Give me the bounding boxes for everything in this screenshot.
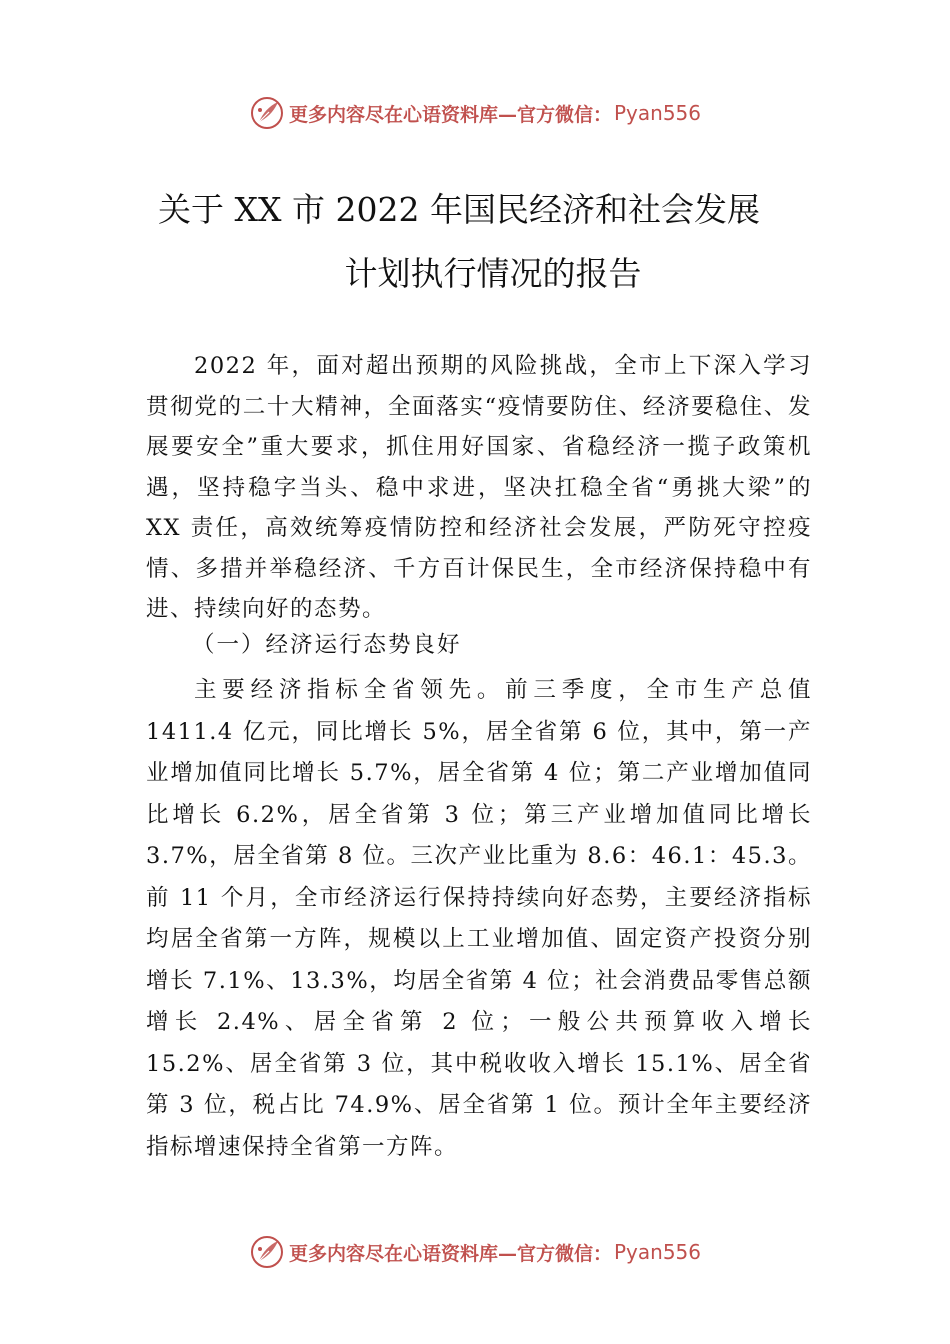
watermark-text: 更多内容尽在心语资料库—官方微信： xyxy=(288,1242,612,1265)
wechat-id: Pyan556 xyxy=(614,101,702,125)
feather-pen-logo xyxy=(249,95,285,131)
intro-paragraph: 2022 年，面对超出预期的风险挑战，全市上下深入学习贯彻党的二十大精神，全面落实“疫情要防住、经济要稳住、发展要安全”重大要求，抓住用好国家、省稳经济一揽子政策机遇，坚持稳字当头、稳中求进，坚决扛稳全省“勇挑大梁”的 XX 责任，高效统筹疫情防控和经济社会发展，严防死守控疫情、多措并举稳经济、千方百计保民生，全市经济保持稳中有进、持续向好的态势。 xyxy=(146,353,812,622)
section-heading: （一）经济运行态势良好 xyxy=(192,632,462,658)
wechat-id: Pyan556 xyxy=(614,1240,702,1264)
document-title-line2: 计划执行情况的报告 xyxy=(344,254,642,293)
watermark-banner-bottom xyxy=(0,1232,950,1272)
watermark-banner-top xyxy=(0,93,950,133)
watermark-text: 更多内容尽在心语资料库—官方微信： xyxy=(288,103,612,126)
document-title-line1: 关于 XX 市 2022 年国民经济和社会发展 xyxy=(158,190,760,229)
feather-pen-logo xyxy=(249,1234,285,1270)
section-paragraph: 主要经济指标全省领先。前三季度，全市生产总值 1411.4 亿元，同比增长 5%，居全省第 6 位，其中，第一产业增加值同比增长 5.7%，居全省第 4 位；第二产业增加值同比增长 6.2%，居全省第 3 位；第三产业增加值同比增长 3.7%，居全省第 8 位。三次产业比重为 8.6：46.1：45.3。前 11 个月，全市经济运行保持持续向好态势，主要经济指标均居全省第一方阵，规模以上工业增加值、固定资产投资分别增长 7.1%、13.3%，均居全省第 4 位；社会消费品零售总额增长 2.4%、居全省第 2 位；一般公共预算收入增长 15.2%、居全省第 3 位，其中税收收入增长 15.1%、居全省第 3 位，税占比 74.9%、居全省第 1 位。预计全年主要经济指标增速保持全省第一方阵。 xyxy=(146,677,812,1160)
